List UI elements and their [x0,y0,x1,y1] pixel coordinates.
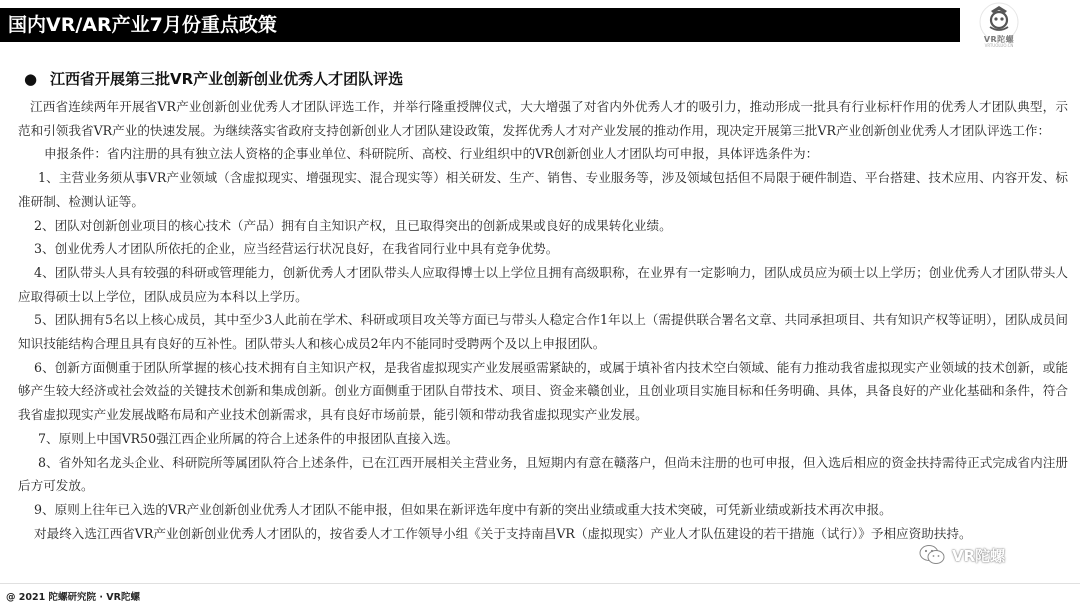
section-title: 江西省开展第三批VR产业创新创业优秀人才团队评选 [50,70,404,88]
intro-paragraph: 江西省连续两年开展省VR产业创新创业优秀人才团队评选工作，并举行隆重授牌仪式，大大增强了对省内外优秀人才的吸引力，推动形成一批具有行业标杆作用的优秀人才团队典型，示范和引领我省VR产业的快速发展。为继续落实省政府支持创新创业人才团队建设政策，发挥优秀人才对产业发展的推动作用，现决定开展第三批VR产业创新创业优秀人才团队评选工作： [18,99,1068,138]
page-title: 国内VR/AR产业7月份重点政策 [8,14,277,36]
condition-item-6: 6、创新方面侧重于团队所掌握的核心技术拥有自主知识产权，是我省虚拟现实产业发展亟需紧缺的，或属于填补省内技术空白领域、能有力推动我省虚拟现实产业领域的技术创新，或能够产生较大经济或社会效益的关键技术创新和集成创新。创业方面侧重于团队自带技术、项目、资金来赣创业，且创业项目实施目标和任务明确、具体，具备良好的产业化基础和条件，符合我省虚拟现实产业发展战略布局和产业技术创新需求，具有良好市场前景，能引领和带动我省虚拟现实产业发展。 [18,359,1068,423]
watermark-text: VR陀螺 [952,546,1006,565]
header [0,0,1080,48]
condition-item-9: 9、原则上往年已入选的VR产业创新创业优秀人才团队不能申报，但如果在新评选年度中有新的突出业绩或重大技术突破，可凭新业绩或新技术再次申报。 [34,501,892,517]
document-body [18,95,1068,545]
condition-item-7: 7、原则上中国VR50强江西企业所属的符合上述条件的申报团队直接入选。 [38,430,459,446]
logo-text: VR陀螺 [983,35,1015,44]
condition-item-2: 2、团队对创新创业项目的核心技术（产品）拥有自主知识产权，且已取得突出的创新成果或良好的成果转化业绩。 [34,217,672,233]
support-paragraph: 对最终入选江西省VR产业创新创业优秀人才团队的，按省委人才工作领导小组《关于支持南昌VR（虚拟现实）产业人才队伍建设的若干措施（试行）》予相应资助扶持。 [34,525,972,541]
condition-item-4: 4、团队带头人具有较强的科研或管理能力，创新优秀人才团队带头人应取得博士以上学位且拥有高级职称，在业界有一定影响力，团队成员应为硕士以上学历；创业优秀人才团队带头人应取得硕士以上学位，团队成员应为本科以上学历。 [18,264,1068,304]
condition-item-3: 3、创业优秀人才团队所依托的企业，应当经营运行状况良好，在我省同行业中具有竞争优势。 [34,241,559,257]
section-heading [24,68,403,89]
wechat-icon [918,543,946,567]
condition-item-8: 8、省外知名龙头企业、科研院所等属团队符合上述条件，已在江西开展相关主营业务，且短期内有意在赣落户，但尚未注册的也可申报，但入选后相应的资金扶持需待正式完成省内注册后方可发放。 [18,454,1068,494]
condition-item-1: 1、主营业务须从事VR产业领域（含虚拟现实、增强现实、混合现实等）相关研发、生产、销售、专业服务等，涉及领域包括但不局限于硬件制造、平台搭建、技术应用、内容开发、标准研制、检测认证等。 [18,170,1068,209]
footer-divider [0,583,1080,584]
watermark [918,540,1005,570]
copyright-text: @ 2021 陀螺研究院 · VR陀螺 [6,592,140,603]
footer [0,583,1080,607]
bullet-icon: ● [24,70,38,88]
application-conditions: 申报条件：省内注册的具有独立法人资格的企事业单位、科研院所、高校、行业组织中的VR创新创业人才团队均可申报，具体评选条件为： [44,146,819,162]
logo-subtext: VRTUOLUO.CN [984,43,1014,48]
condition-item-5: 5、团队拥有5名以上核心成员，其中至少3人此前在学术、科研或项目攻关等方面已与带头人稳定合作1年以上（需提供联合署名文章、共同承担项目、共有知识产权等证明），团队成员间知识技能结构合理且具有良好的互补性。团队带头人和核心成员2年内不能同时受聘两个及以上申报团队。 [18,312,1068,352]
